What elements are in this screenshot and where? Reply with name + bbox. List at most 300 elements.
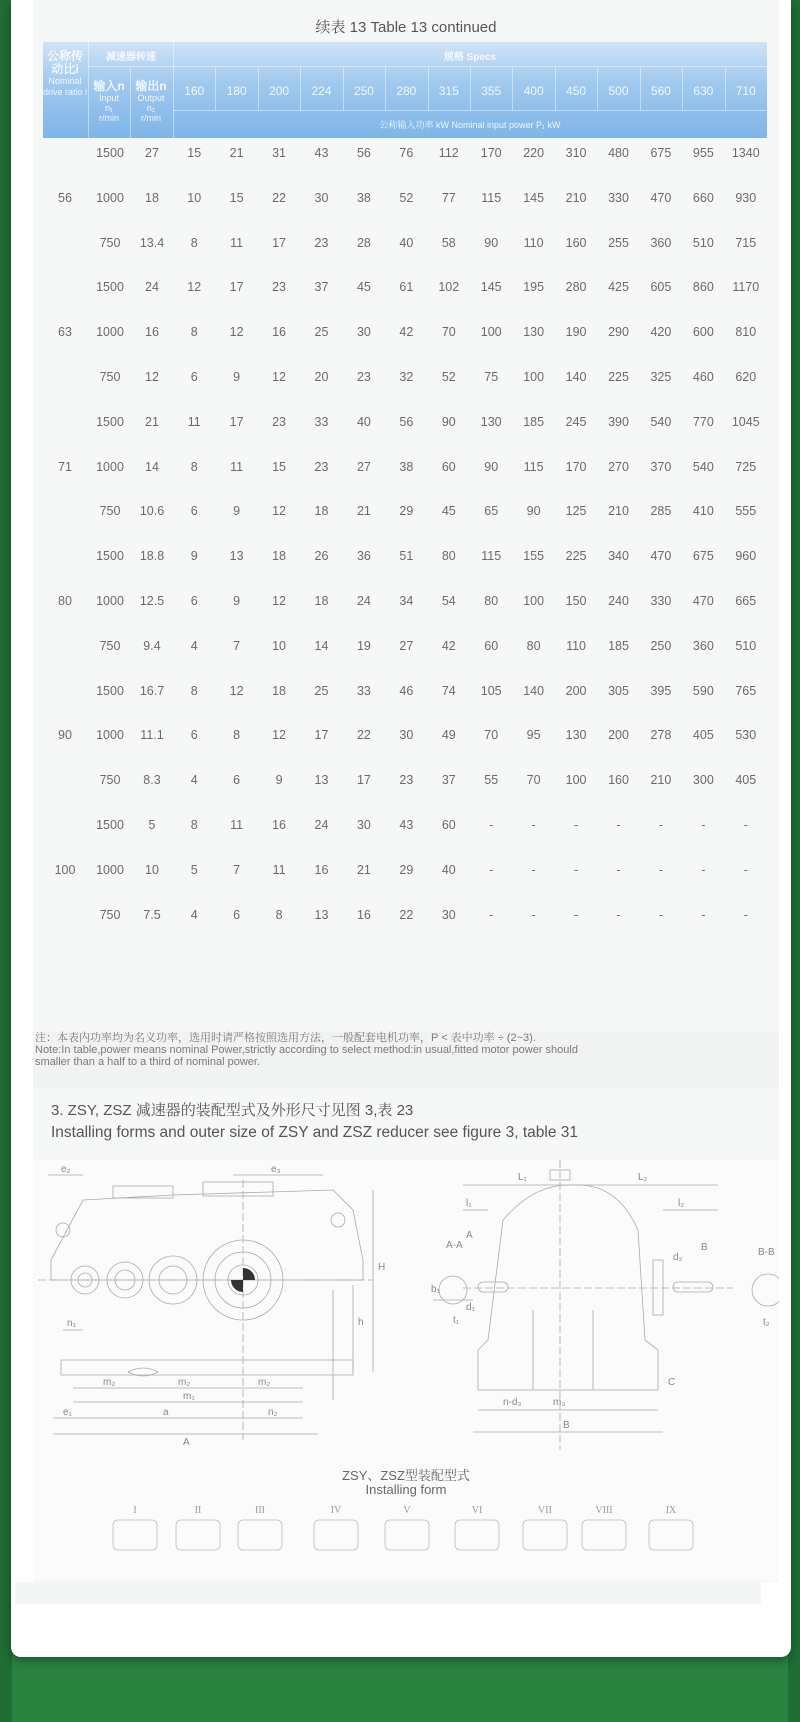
power-cell: - bbox=[573, 862, 579, 877]
power-cell: 1340 bbox=[731, 146, 760, 160]
ratio-cell: 56 bbox=[58, 190, 72, 205]
power-cell: 24 bbox=[314, 818, 329, 832]
input-speed-cell: 1000 bbox=[96, 728, 124, 743]
power-cell: 100 bbox=[523, 370, 545, 384]
ratio-cell: 90 bbox=[58, 728, 72, 743]
power-cell: - bbox=[616, 818, 621, 832]
input-speed-cell: 750 bbox=[99, 504, 121, 519]
power-cell: 70 bbox=[526, 773, 541, 788]
table-row bbox=[43, 460, 767, 480]
installing-form-label: III bbox=[255, 1505, 265, 1516]
power-cell: 29 bbox=[399, 504, 414, 519]
power-cell: 278 bbox=[650, 728, 672, 743]
power-cell: 45 bbox=[356, 280, 371, 295]
power-cell: 405 bbox=[692, 728, 714, 743]
power-cell: - bbox=[489, 818, 494, 832]
power-cell: 40 bbox=[441, 862, 456, 877]
table-row bbox=[43, 639, 767, 659]
power-cell: 620 bbox=[735, 370, 757, 384]
svg-text:L₁: L₁ bbox=[518, 1172, 527, 1183]
power-cell: 410 bbox=[692, 504, 714, 519]
power-cell: 23 bbox=[314, 459, 329, 474]
power-cell: 6 bbox=[190, 594, 198, 608]
power-cell: 955 bbox=[692, 146, 714, 160]
power-cell: - bbox=[658, 862, 663, 877]
power-cell: 42 bbox=[399, 325, 414, 340]
power-cell: 74 bbox=[441, 683, 456, 698]
power-cell: 70 bbox=[441, 325, 456, 340]
power-cell: 11 bbox=[272, 862, 286, 877]
header-size-630: 630 bbox=[693, 84, 714, 98]
header-size-180: 180 bbox=[226, 84, 247, 98]
power-cell: 510 bbox=[692, 235, 714, 250]
power-cell: 25 bbox=[314, 683, 329, 698]
power-cell: 30 bbox=[314, 190, 329, 205]
header-size-400: 400 bbox=[523, 84, 544, 98]
svg-text:n₁: n₁ bbox=[67, 1318, 76, 1329]
power-cell: 12 bbox=[272, 594, 286, 608]
svg-text:d₂: d₂ bbox=[673, 1252, 683, 1263]
power-cell: 225 bbox=[565, 549, 587, 564]
power-cell: 52 bbox=[399, 190, 414, 205]
power-cell: 725 bbox=[735, 459, 757, 474]
power-cell: 540 bbox=[650, 414, 672, 429]
power-cell: 12 bbox=[272, 504, 286, 519]
input-speed-cell: 750 bbox=[99, 638, 121, 653]
input-speed-cell: 1000 bbox=[96, 594, 124, 608]
power-cell: 220 bbox=[523, 146, 545, 160]
power-cell: 30 bbox=[441, 907, 456, 922]
power-cell: 23 bbox=[272, 414, 286, 429]
input-speed-cell: 1500 bbox=[96, 549, 124, 564]
power-cell: 55 bbox=[484, 773, 499, 788]
power-cell: 33 bbox=[356, 683, 371, 698]
power-cell: 9 bbox=[233, 594, 241, 608]
power-cell: 930 bbox=[735, 190, 757, 205]
output-speed-cell: 10 bbox=[145, 862, 159, 877]
power-cell: 9 bbox=[190, 549, 198, 564]
power-cell: 32 bbox=[399, 370, 414, 384]
header-size-224: 224 bbox=[311, 84, 332, 98]
output-speed-cell: 9.4 bbox=[143, 638, 161, 653]
power-cell: 90 bbox=[441, 414, 456, 429]
power-cell: 49 bbox=[441, 728, 456, 743]
power-cell: 17 bbox=[272, 235, 286, 250]
svg-text:d₁: d₁ bbox=[466, 1302, 475, 1313]
power-cell: - bbox=[743, 862, 748, 877]
power-cell: 65 bbox=[484, 504, 499, 519]
installing-form-label: V bbox=[403, 1505, 411, 1516]
power-cell: 170 bbox=[565, 459, 587, 474]
power-cell: 100 bbox=[565, 773, 587, 788]
header-size-710: 710 bbox=[735, 84, 756, 98]
power-cell: 395 bbox=[650, 683, 672, 698]
power-cell: 23 bbox=[272, 280, 286, 295]
header-ratio: 公称传动比i Nominal drive ratio i bbox=[43, 49, 88, 97]
power-cell: 18 bbox=[314, 504, 329, 519]
power-cell: - bbox=[531, 818, 536, 832]
power-cell: 6 bbox=[233, 773, 241, 788]
power-cell: 13 bbox=[229, 549, 244, 564]
power-cell: 460 bbox=[692, 370, 714, 384]
input-speed-cell: 750 bbox=[99, 773, 121, 788]
power-cell: - bbox=[531, 907, 536, 922]
output-speed-cell: 5 bbox=[148, 818, 156, 832]
power-cell: 21 bbox=[356, 504, 371, 519]
scan-bottom-edge bbox=[15, 1582, 761, 1604]
power-cell: 555 bbox=[735, 504, 757, 519]
output-speed-cell: 11.1 bbox=[140, 728, 164, 743]
table-row bbox=[43, 280, 767, 300]
power-cell: 8 bbox=[190, 325, 198, 340]
table-row bbox=[43, 549, 767, 569]
power-cell: 30 bbox=[356, 818, 371, 832]
power-cell: 145 bbox=[523, 190, 545, 205]
power-cell: 70 bbox=[484, 728, 499, 743]
power-cell: 14 bbox=[314, 638, 329, 653]
power-cell: 405 bbox=[735, 773, 757, 788]
table-row bbox=[43, 908, 767, 928]
power-cell: 1170 bbox=[732, 280, 760, 295]
header-size-315: 315 bbox=[438, 84, 459, 98]
power-cell: 200 bbox=[608, 728, 629, 743]
svg-text:l₁: l₁ bbox=[466, 1198, 472, 1209]
table-row bbox=[43, 863, 767, 883]
power-cell: 42 bbox=[441, 638, 456, 653]
input-speed-cell: 1000 bbox=[96, 459, 124, 474]
power-cell: 95 bbox=[526, 728, 541, 743]
power-cell: - bbox=[573, 907, 579, 922]
figure-caption-en: Installing form bbox=[365, 1482, 447, 1497]
power-cell: 9 bbox=[233, 504, 241, 519]
header-size-160: 160 bbox=[184, 84, 205, 98]
ratio-cell: 63 bbox=[58, 325, 72, 340]
svg-text:A: A bbox=[183, 1437, 190, 1448]
power-cell: 100 bbox=[523, 594, 545, 608]
power-cell: - bbox=[616, 862, 621, 877]
power-cell: 11 bbox=[230, 818, 244, 832]
output-speed-cell: 21 bbox=[145, 414, 159, 429]
svg-text:n-d₃: n-d₃ bbox=[503, 1397, 522, 1408]
power-cell: 480 bbox=[608, 146, 629, 160]
svg-text:A: A bbox=[466, 1230, 473, 1241]
power-cell: 115 bbox=[523, 459, 544, 474]
power-cell: 12 bbox=[272, 370, 286, 384]
power-cell: 19 bbox=[356, 638, 371, 653]
power-cell: 58 bbox=[441, 235, 456, 250]
power-cell: - bbox=[743, 818, 748, 832]
output-speed-cell: 8.3 bbox=[143, 773, 161, 788]
input-speed-cell: 1500 bbox=[96, 818, 124, 832]
power-cell: 210 bbox=[608, 504, 629, 519]
table-row bbox=[43, 236, 767, 256]
power-cell: 330 bbox=[650, 594, 672, 608]
power-cell: 715 bbox=[735, 235, 757, 250]
power-cell: 270 bbox=[608, 459, 629, 474]
power-cell: 245 bbox=[565, 414, 587, 429]
header-size-200: 200 bbox=[269, 84, 290, 98]
power-cell: 15 bbox=[272, 459, 286, 474]
power-cell: 15 bbox=[187, 146, 202, 160]
power-cell: 130 bbox=[565, 728, 587, 743]
power-cell: 330 bbox=[608, 190, 629, 205]
power-cell: 17 bbox=[314, 728, 329, 743]
input-speed-cell: 1500 bbox=[96, 280, 124, 295]
power-cell: 56 bbox=[399, 414, 414, 429]
power-cell: 110 bbox=[566, 638, 587, 653]
svg-text:e₂: e₂ bbox=[61, 1164, 71, 1175]
table-note: 注：本表内功率均为名义功率，选用时请严格按照选用方法，一般配套电机功率，P < 表中功率 ÷ (2~3). Note:In table,power means nominal Power,strictly according to select method:in usual,fitted motor power should smaller than a half to a third of nominal power. bbox=[33, 1032, 779, 1088]
power-cell: 90 bbox=[526, 504, 541, 519]
header-speed-group: 减速器转速 bbox=[106, 52, 156, 63]
power-cell: 60 bbox=[441, 459, 456, 474]
power-cell: 8 bbox=[190, 818, 198, 832]
power-cell: 11 bbox=[230, 459, 244, 474]
power-cell: 340 bbox=[608, 549, 629, 564]
power-cell: 605 bbox=[650, 280, 672, 295]
svg-text:t₂: t₂ bbox=[763, 1317, 770, 1328]
power-cell: 4 bbox=[190, 773, 198, 788]
power-cell: 675 bbox=[650, 146, 672, 160]
input-speed-cell: 1500 bbox=[96, 683, 124, 698]
output-speed-cell: 7.5 bbox=[143, 907, 161, 922]
power-cell: - bbox=[701, 818, 706, 832]
svg-text:e₁: e₁ bbox=[63, 1407, 72, 1418]
power-cell: 185 bbox=[523, 414, 545, 429]
power-cell: - bbox=[489, 862, 494, 877]
power-cell: 16 bbox=[314, 862, 329, 877]
power-cell: 40 bbox=[399, 235, 414, 250]
power-cell: 960 bbox=[735, 549, 757, 564]
svg-text:H: H bbox=[378, 1262, 386, 1273]
power-cell: 310 bbox=[565, 146, 587, 160]
power-cell: 22 bbox=[272, 190, 286, 205]
header-size-280: 280 bbox=[396, 84, 417, 98]
power-cell: 4 bbox=[190, 638, 198, 653]
power-cell: - bbox=[658, 907, 663, 922]
power-cell: 37 bbox=[314, 280, 329, 295]
power-cell: 8 bbox=[190, 683, 198, 698]
power-cell: 52 bbox=[441, 370, 456, 384]
section-heading: 3. ZSY, ZSZ 减速器的装配型式及外形尺寸见图 3,表 23 Installing forms and outer size of ZSY and ZSZ reducer see figure 3, table 31 bbox=[51, 1102, 578, 1141]
power-cell: 45 bbox=[441, 504, 456, 519]
power-cell: 18 bbox=[314, 594, 329, 608]
output-speed-cell: 18 bbox=[145, 190, 159, 205]
power-cell: 17 bbox=[229, 280, 244, 295]
power-cell: 770 bbox=[692, 414, 714, 429]
output-speed-cell: 16 bbox=[145, 325, 159, 340]
table-title: 续表 13 Table 13 continued bbox=[315, 19, 497, 36]
power-cell: 37 bbox=[441, 773, 456, 788]
installing-form-label: IV bbox=[330, 1505, 342, 1516]
power-cell: 61 bbox=[399, 280, 414, 295]
power-cell: 46 bbox=[399, 683, 414, 698]
power-cell: 77 bbox=[441, 190, 456, 205]
svg-text:l₂: l₂ bbox=[678, 1198, 685, 1209]
power-cell: 23 bbox=[314, 235, 329, 250]
power-cell: 60 bbox=[441, 818, 456, 832]
power-cell: 115 bbox=[481, 190, 502, 205]
power-cell: 25 bbox=[314, 325, 329, 340]
svg-text:a: a bbox=[163, 1407, 169, 1418]
power-cell: 4 bbox=[190, 907, 198, 922]
installing-form-figure bbox=[33, 1160, 779, 1580]
power-cell: 112 bbox=[438, 146, 459, 160]
installing-form-label: VIII bbox=[595, 1505, 613, 1516]
power-cell: 7 bbox=[233, 862, 241, 877]
power-cell: 540 bbox=[692, 459, 714, 474]
power-cell: 115 bbox=[481, 549, 502, 564]
input-speed-cell: 1500 bbox=[96, 146, 124, 160]
table-row bbox=[43, 594, 767, 614]
table-row bbox=[43, 773, 767, 793]
power-cell: 56 bbox=[356, 146, 371, 160]
svg-text:m₂: m₂ bbox=[103, 1377, 116, 1388]
svg-text:B-B: B-B bbox=[758, 1247, 775, 1258]
power-cell: 18 bbox=[272, 683, 286, 698]
svg-text:e₃: e₃ bbox=[271, 1164, 281, 1175]
svg-text:B: B bbox=[701, 1242, 708, 1253]
svg-text:m₃: m₃ bbox=[553, 1397, 566, 1408]
power-cell: 11 bbox=[230, 235, 244, 250]
power-cell: 160 bbox=[608, 773, 629, 788]
input-speed-cell: 1000 bbox=[96, 325, 124, 340]
power-cell: 210 bbox=[565, 190, 587, 205]
power-cell: 370 bbox=[650, 459, 672, 474]
figure-caption-cn: ZSY、ZSZ型装配型式 bbox=[342, 1468, 470, 1483]
power-cell: 590 bbox=[692, 683, 714, 698]
table-row bbox=[43, 325, 767, 345]
table-row bbox=[43, 370, 767, 390]
power-cell: - bbox=[701, 907, 706, 922]
table-row bbox=[43, 684, 767, 704]
power-cell: 145 bbox=[480, 280, 502, 295]
power-cell: 22 bbox=[399, 907, 414, 922]
power-cell: 33 bbox=[314, 414, 329, 429]
power-cell: 305 bbox=[608, 683, 629, 698]
power-cell: 75 bbox=[484, 370, 499, 384]
power-cell: 280 bbox=[565, 280, 587, 295]
output-speed-cell: 12 bbox=[145, 370, 159, 384]
power-cell: 43 bbox=[399, 818, 414, 832]
output-speed-cell: 24 bbox=[145, 280, 159, 295]
input-speed-cell: 750 bbox=[99, 235, 121, 250]
output-speed-cell: 14 bbox=[145, 459, 159, 474]
header-size-355: 355 bbox=[481, 84, 502, 98]
power-cell: 27 bbox=[399, 638, 414, 653]
power-cell: 155 bbox=[523, 549, 545, 564]
power-cell: 105 bbox=[480, 683, 502, 698]
power-cell: 6 bbox=[190, 728, 198, 743]
table-row bbox=[43, 818, 767, 838]
power-cell: - bbox=[743, 907, 748, 922]
svg-text:m₂: m₂ bbox=[178, 1377, 191, 1388]
power-cell: 16 bbox=[356, 907, 371, 922]
power-cell: 660 bbox=[692, 190, 714, 205]
power-cell: 30 bbox=[356, 325, 371, 340]
power-cell: 15 bbox=[229, 190, 244, 205]
power-cell: 290 bbox=[608, 325, 629, 340]
output-speed-cell: 18.8 bbox=[139, 549, 165, 564]
power-cell: 9 bbox=[233, 370, 241, 384]
power-cell: 80 bbox=[526, 638, 541, 653]
power-cell: - bbox=[489, 907, 494, 922]
output-speed-cell: 16.7 bbox=[139, 683, 165, 698]
power-cell: 285 bbox=[650, 504, 672, 519]
power-cell: 195 bbox=[523, 280, 545, 295]
content-card bbox=[11, 0, 791, 1657]
power-cell: 765 bbox=[735, 683, 757, 698]
ratio-cell: 80 bbox=[58, 594, 72, 608]
power-cell: 28 bbox=[356, 235, 371, 250]
power-cell: 16 bbox=[272, 818, 286, 832]
power-cell: 21 bbox=[229, 146, 244, 160]
svg-text:m₂: m₂ bbox=[258, 1377, 271, 1388]
power-cell: 150 bbox=[565, 594, 587, 608]
header-input: 输入n Input n₁ r/min bbox=[93, 79, 125, 123]
input-speed-cell: 1000 bbox=[96, 190, 124, 205]
power-cell: 100 bbox=[480, 325, 502, 340]
power-cell: 130 bbox=[523, 325, 545, 340]
output-speed-cell: 10.6 bbox=[139, 504, 165, 519]
power-cell: 810 bbox=[735, 325, 757, 340]
power-cell: 170 bbox=[480, 146, 502, 160]
power-cell: 255 bbox=[608, 235, 629, 250]
power-cell: 102 bbox=[438, 280, 460, 295]
power-cell: 16 bbox=[272, 325, 286, 340]
power-cell: 225 bbox=[608, 370, 629, 384]
power-cell: 190 bbox=[565, 325, 587, 340]
power-cell: 130 bbox=[480, 414, 502, 429]
power-cell: 38 bbox=[399, 459, 414, 474]
power-cell: 21 bbox=[356, 862, 371, 877]
power-cell: 200 bbox=[565, 683, 587, 698]
power-cell: 18 bbox=[272, 549, 286, 564]
power-cell: 26 bbox=[314, 549, 329, 564]
power-cell: 140 bbox=[523, 683, 545, 698]
table-row bbox=[43, 191, 767, 211]
power-cell: 360 bbox=[692, 638, 714, 653]
power-cell: 665 bbox=[735, 594, 757, 608]
power-cell: - bbox=[658, 818, 663, 832]
table-row bbox=[43, 728, 767, 748]
power-cell: 90 bbox=[484, 235, 499, 250]
power-cell: 12 bbox=[229, 325, 244, 340]
power-cell: 11 bbox=[187, 414, 201, 429]
power-cell: 30 bbox=[399, 728, 414, 743]
power-cell: 80 bbox=[484, 594, 499, 608]
table-row bbox=[43, 146, 767, 166]
table-header bbox=[43, 42, 767, 138]
power-cell: 210 bbox=[650, 773, 672, 788]
power-cell: 110 bbox=[523, 235, 544, 250]
power-cell: 12 bbox=[272, 728, 286, 743]
power-cell: 6 bbox=[190, 504, 198, 519]
power-cell: 12 bbox=[187, 280, 202, 295]
power-cell: 140 bbox=[565, 370, 587, 384]
power-cell: 13 bbox=[314, 773, 329, 788]
svg-text:t₁: t₁ bbox=[453, 1315, 460, 1326]
power-cell: 360 bbox=[650, 235, 672, 250]
power-cell: 425 bbox=[608, 280, 629, 295]
power-cell: 390 bbox=[608, 414, 629, 429]
power-cell: 13 bbox=[314, 907, 329, 922]
header-size-500: 500 bbox=[608, 84, 629, 98]
power-cell: 20 bbox=[314, 370, 329, 384]
power-cell: 530 bbox=[735, 728, 757, 743]
power-cell: 860 bbox=[692, 280, 714, 295]
header-power: 公称输入功率 kW Nominal input power P₁ kW bbox=[379, 120, 561, 130]
